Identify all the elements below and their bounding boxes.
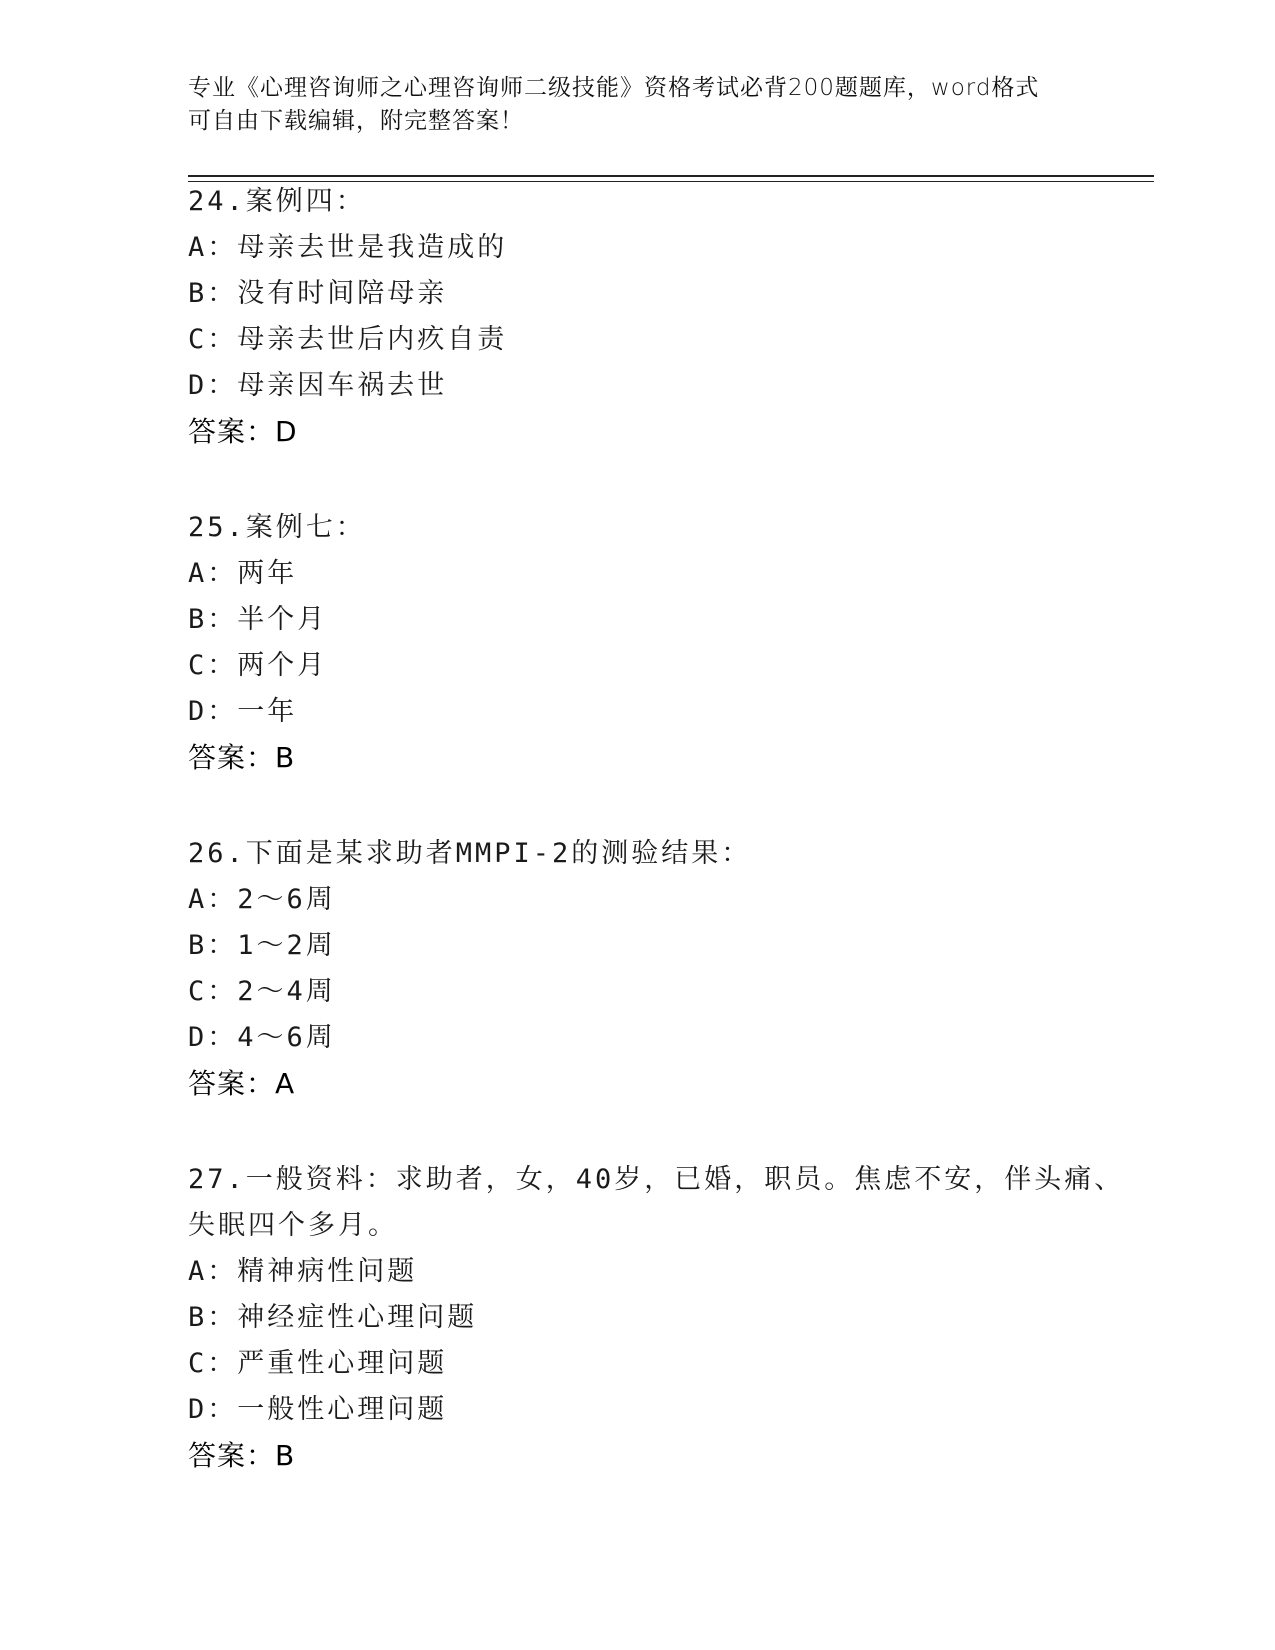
option-b [188,597,1088,643]
option-separator: ： [207,976,238,1007]
header-line-2: 可自由下载编辑，附完整答案！ [188,108,524,134]
option-a [188,1249,1088,1295]
option-key: D [188,1022,208,1053]
answer-value: B [275,1439,296,1472]
option-separator: ： [207,1256,238,1287]
option-key: C [188,650,208,681]
option-separator: ： [207,324,238,355]
answer [188,1061,1088,1107]
answer [188,1433,1088,1479]
option-key: C [188,324,208,355]
option-a [188,551,1088,597]
option-a [188,225,1088,271]
option-key: C [188,976,208,1007]
option-key: D [188,370,208,401]
question-stem: 26.下面是某求助者MMPI-2的测验结果： [188,838,752,869]
option-key: B [188,604,208,635]
option-separator: ： [207,558,238,589]
option-text: 精神病性问题 [237,1256,418,1287]
question-block [188,505,1088,781]
option-d [188,1015,1088,1061]
option-separator: ： [207,1348,238,1379]
option-key: A [188,1256,208,1287]
option-separator: ： [207,278,238,309]
answer-label: 答案： [188,1067,276,1100]
option-separator: ： [207,1302,238,1333]
option-separator: ： [207,232,238,263]
question-block [188,1157,1125,1479]
question-stem: 25.案例七： [188,512,366,543]
option-text: 1～2周 [237,930,336,961]
option-text: 两个月 [237,650,328,681]
option-separator: ： [207,930,238,961]
option-key: D [188,696,208,727]
option-key: B [188,278,208,309]
header-line-1: 专业《心理咨询师之心理咨询师二级技能》资格考试必背200题题库，word格式 [188,75,1040,101]
option-d [188,689,1088,735]
option-key: C [188,1348,208,1379]
answer-value: B [275,741,296,774]
option-text: 一般性心理问题 [237,1394,448,1425]
option-text: 2～4周 [237,976,336,1007]
option-separator: ： [207,650,238,681]
answer-label: 答案： [188,741,276,774]
option-key: A [188,232,208,263]
document-header [188,72,1068,138]
option-separator: ： [207,696,238,727]
option-text: 半个月 [237,604,328,635]
option-key: A [188,884,208,915]
option-separator: ： [207,1394,238,1425]
option-text: 母亲去世后内疚自责 [237,324,508,355]
answer [188,735,1088,781]
option-separator: ： [207,1022,238,1053]
option-d [188,363,1088,409]
question-block [188,179,1088,455]
answer-label: 答案： [188,415,276,448]
option-b [188,1295,1088,1341]
answer-value: A [275,1067,296,1100]
option-text: 母亲去世是我造成的 [237,232,508,263]
option-c [188,317,1088,363]
answer-label: 答案： [188,1439,276,1472]
answer-value: D [275,415,298,448]
option-separator: ： [207,604,238,635]
option-text: 严重性心理问题 [237,1348,448,1379]
option-key: D [188,1394,208,1425]
option-key: A [188,558,208,589]
option-separator: ： [207,370,238,401]
option-c [188,1341,1088,1387]
option-b [188,923,1088,969]
option-key: B [188,930,208,961]
option-text: 神经症性心理问题 [237,1302,478,1333]
option-b [188,271,1088,317]
header-divider-thick [188,175,1154,177]
option-separator: ： [207,884,238,915]
question-block [188,831,1088,1107]
option-a [188,877,1088,923]
option-text: 一年 [237,696,298,727]
option-c [188,643,1088,689]
answer [188,409,1088,455]
option-key: B [188,1302,208,1333]
option-text: 没有时间陪母亲 [237,278,448,309]
option-d [188,1387,1088,1433]
question-stem: 24.案例四： [188,186,366,217]
option-text: 2～6周 [237,884,336,915]
option-text: 两年 [237,558,298,589]
option-text: 母亲因车祸去世 [237,370,448,401]
question-stem-line-2: 失眠四个多月。 [188,1210,398,1241]
option-text: 4～6周 [237,1022,336,1053]
option-c [188,969,1088,1015]
question-stem-line-1: 27.一般资料：求助者，女，40岁，已婚，职员。焦虑不安，伴头痛、 [188,1164,1125,1195]
